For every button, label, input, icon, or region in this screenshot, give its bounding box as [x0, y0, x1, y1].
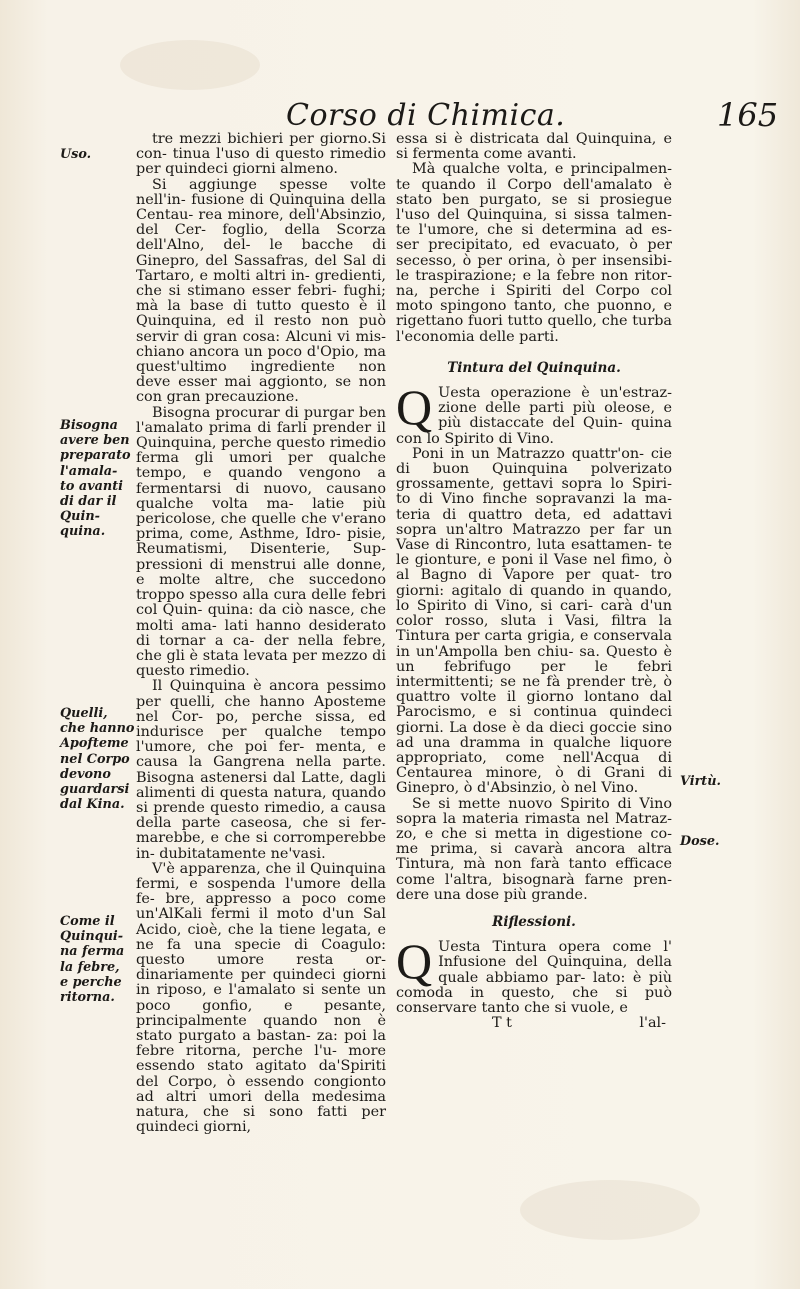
- margin-note-come: Come il Quinqui- na ferma la febre, e perche ritorna.: [60, 914, 125, 1006]
- drop-cap: Q: [396, 379, 433, 436]
- running-title: Corso di Chimica.: [286, 98, 566, 133]
- section-heading: Tintura del Quinquina.: [447, 359, 621, 376]
- section-heading: Riflessioni.: [492, 913, 576, 930]
- paragraph: Bisogna procurar di purgar ben l'amalato prima di farli prender il Quinquina, perche questo rimedio ferma gli umori per qualche tempo, e quando vengono a fermentarsi di nuovo, causano qualche volta ma- latie più pericolose, che quelle che v'erano prima, come, Asthme, Idro- pisie, Reumatismi, Disenterie, Sup- pressioni di menstrui alle donne, e molte altre, che succedono troppo spesso alla cura delle febri col Quin- quina: da ciò nasce, che molti ama- lati hanno desiderato di tornar a ca- der nella febre, che gli è stata levata per mezzo di questo rimedio.: [136, 404, 386, 680]
- paragraph: tre mezzi bichieri per giorno.Si con- tinua l'uso di questo rimedio per quindeci giorni almeno.: [136, 131, 386, 178]
- paragraph: Si aggiunge spesse volte nell'in- fusione di Quinquina della Centau- rea minore, dell'Absinzio, del Cer- foglio, della Scorza dell'Alno, del- le bacche di Ginepro, del Sassafras, del Sal di Tartaro, e molti altri in- gredienti, che si stimano esser febri- fughi; mà la base di tutto questo è il Quinquina, ed il resto non può servir di gran cosa: Alcuni vi mis- chiano ancora un poco d'Opio, ma quest'ultimo ingrediente non deve esser mai aggionto, se non con gran precauzione.: [136, 176, 386, 406]
- catchword: l'al-: [639, 1015, 666, 1032]
- page-number: 165: [717, 96, 779, 134]
- paper-stain: [520, 1180, 700, 1240]
- drop-cap: Q: [396, 933, 433, 990]
- paragraph: Mà qualche volta, e principalmen- te quando il Corpo dell'amalato è stato ben purgato, se si prosiegue l'uso del Quinquina, si sissa talmen- te l'umore, che si determina ad es- ser precipitato, ed evacuato, ò per secesso, ò per orina, ò per insensibi- le traspirazione; e la febre non ritor- na, perche i Spiriti del Corpo col moto spingono tanto, che puonno, e rigettano fuori tutto quello, che turba l'economia delle parti.: [396, 161, 672, 345]
- paragraph: essa si è districata dal Quinquina, e si fermenta come avanti.: [396, 131, 672, 163]
- drop-cap-paragraph: [396, 379, 672, 447]
- margin-note-virtu: Virtù.: [680, 774, 721, 789]
- paragraph: Il Quinquina è ancora pessimo per quelli, che hanno Aposteme nel Cor- po, perche sissa, ed indurisce per qualche tempo l'umore, che poi fer- menta, e causa la Gangrena nella parte. Bisogna astenersi dal Latte, dagli alimenti di questa natura, quando si prende questo rimedio, a causa della parte caseosa, che si fer- marebbe, e che si corromperebbe in- dubitatamente ne'vasi.: [136, 678, 386, 862]
- signature-mark: T t: [492, 1015, 512, 1032]
- paper-stain: [120, 40, 260, 90]
- left-column: [136, 132, 386, 1135]
- paragraph: Se si mette nuovo Spirito di Vino sopra la materia rimasta nel Matraz- zo, e che si metta in digestione co- me prima, si cavarà ancora altra Tintura, mà non farà tanto efficace come l'altra, bisognarà farne pren- dere una dose più grande.: [396, 795, 672, 903]
- paragraph: Poni in un Matrazzo quattr'on- cie di buon Quinquina polverizato grossamente, gettavi sopra lo Spiri- to di Vino finche sopravanzi la ma- teria di quattro deta, ed adattavi sopra un'altro Matrazzo per far un Vase di Rincontro, luta esattamen- te le gionture, e poni il Vase nel fimo, ò al Bagno di Vapore per quat- tro giorni: agitalo di quando in quando, lo Spirito di Vino, si cari- carà d'un color rosso, sluta i Vasi, filtra la Tintura per carta grigia, e conservala in un'Ampolla ben chiu- sa. Questo è un febrifugo per le febri intermittenti; se ne fà prender trè, ò quattro volte il giorno lontano dal Parocismo, e si continua quindeci giorni. La dose è da dieci goccie sino ad una dramma in qualche liquore appropriato, come nell'Acqua di Centaurea minore, ò di Grani di Ginepro, ò d'Absinzio, ò nel Vino.: [396, 445, 672, 797]
- margin-note-bisogna: Bisogna avere ben preparato l'amala- to avanti di dar il Quin- quina.: [60, 418, 131, 540]
- catchword-line: [396, 1016, 672, 1031]
- margin-note-uso: Uso.: [60, 147, 92, 162]
- drop-cap-paragraph: [396, 933, 672, 1016]
- paragraph: V'è apparenza, che il Quinquina fermi, e sospenda l'umore della fe- bre, appresso a poco come un'AlKali fermi il moto d'un Sal Acido, cioè, che la tiene legata, e ne fa una specie di Coagulo: questo umore resta or- dinariamente per quindeci giorni in riposo, e l'amalato si sente un poco gonfio, e pesante, principalmente quando non è stato purgato a bastan- za: poi la febre ritorna, perche l'u- more essendo stato agitato da'Spiriti del Corpo, ò essendo congionto ad altri umori della medesima natura, che si sono fatti per quindeci giorni,: [136, 860, 386, 1136]
- margin-note-quelli: Quelli, che hanno Apofteme nel Corpo devono guardarsi dal Kina.: [60, 706, 135, 813]
- paragraph: Uesta operazione è un'estraz- zione delle parti più oleose, e più distaccate del Quin- quina con lo Spirito di Vino.: [396, 385, 672, 447]
- right-column: [396, 132, 672, 1031]
- margin-note-dose: Dose.: [680, 834, 720, 849]
- paragraph: Uesta Tintura opera come l' Infusione del Quinquina, della quale abbiamo par- lato: è più comoda in questo, che si può conservare tanto che si vuole, e: [396, 939, 672, 1016]
